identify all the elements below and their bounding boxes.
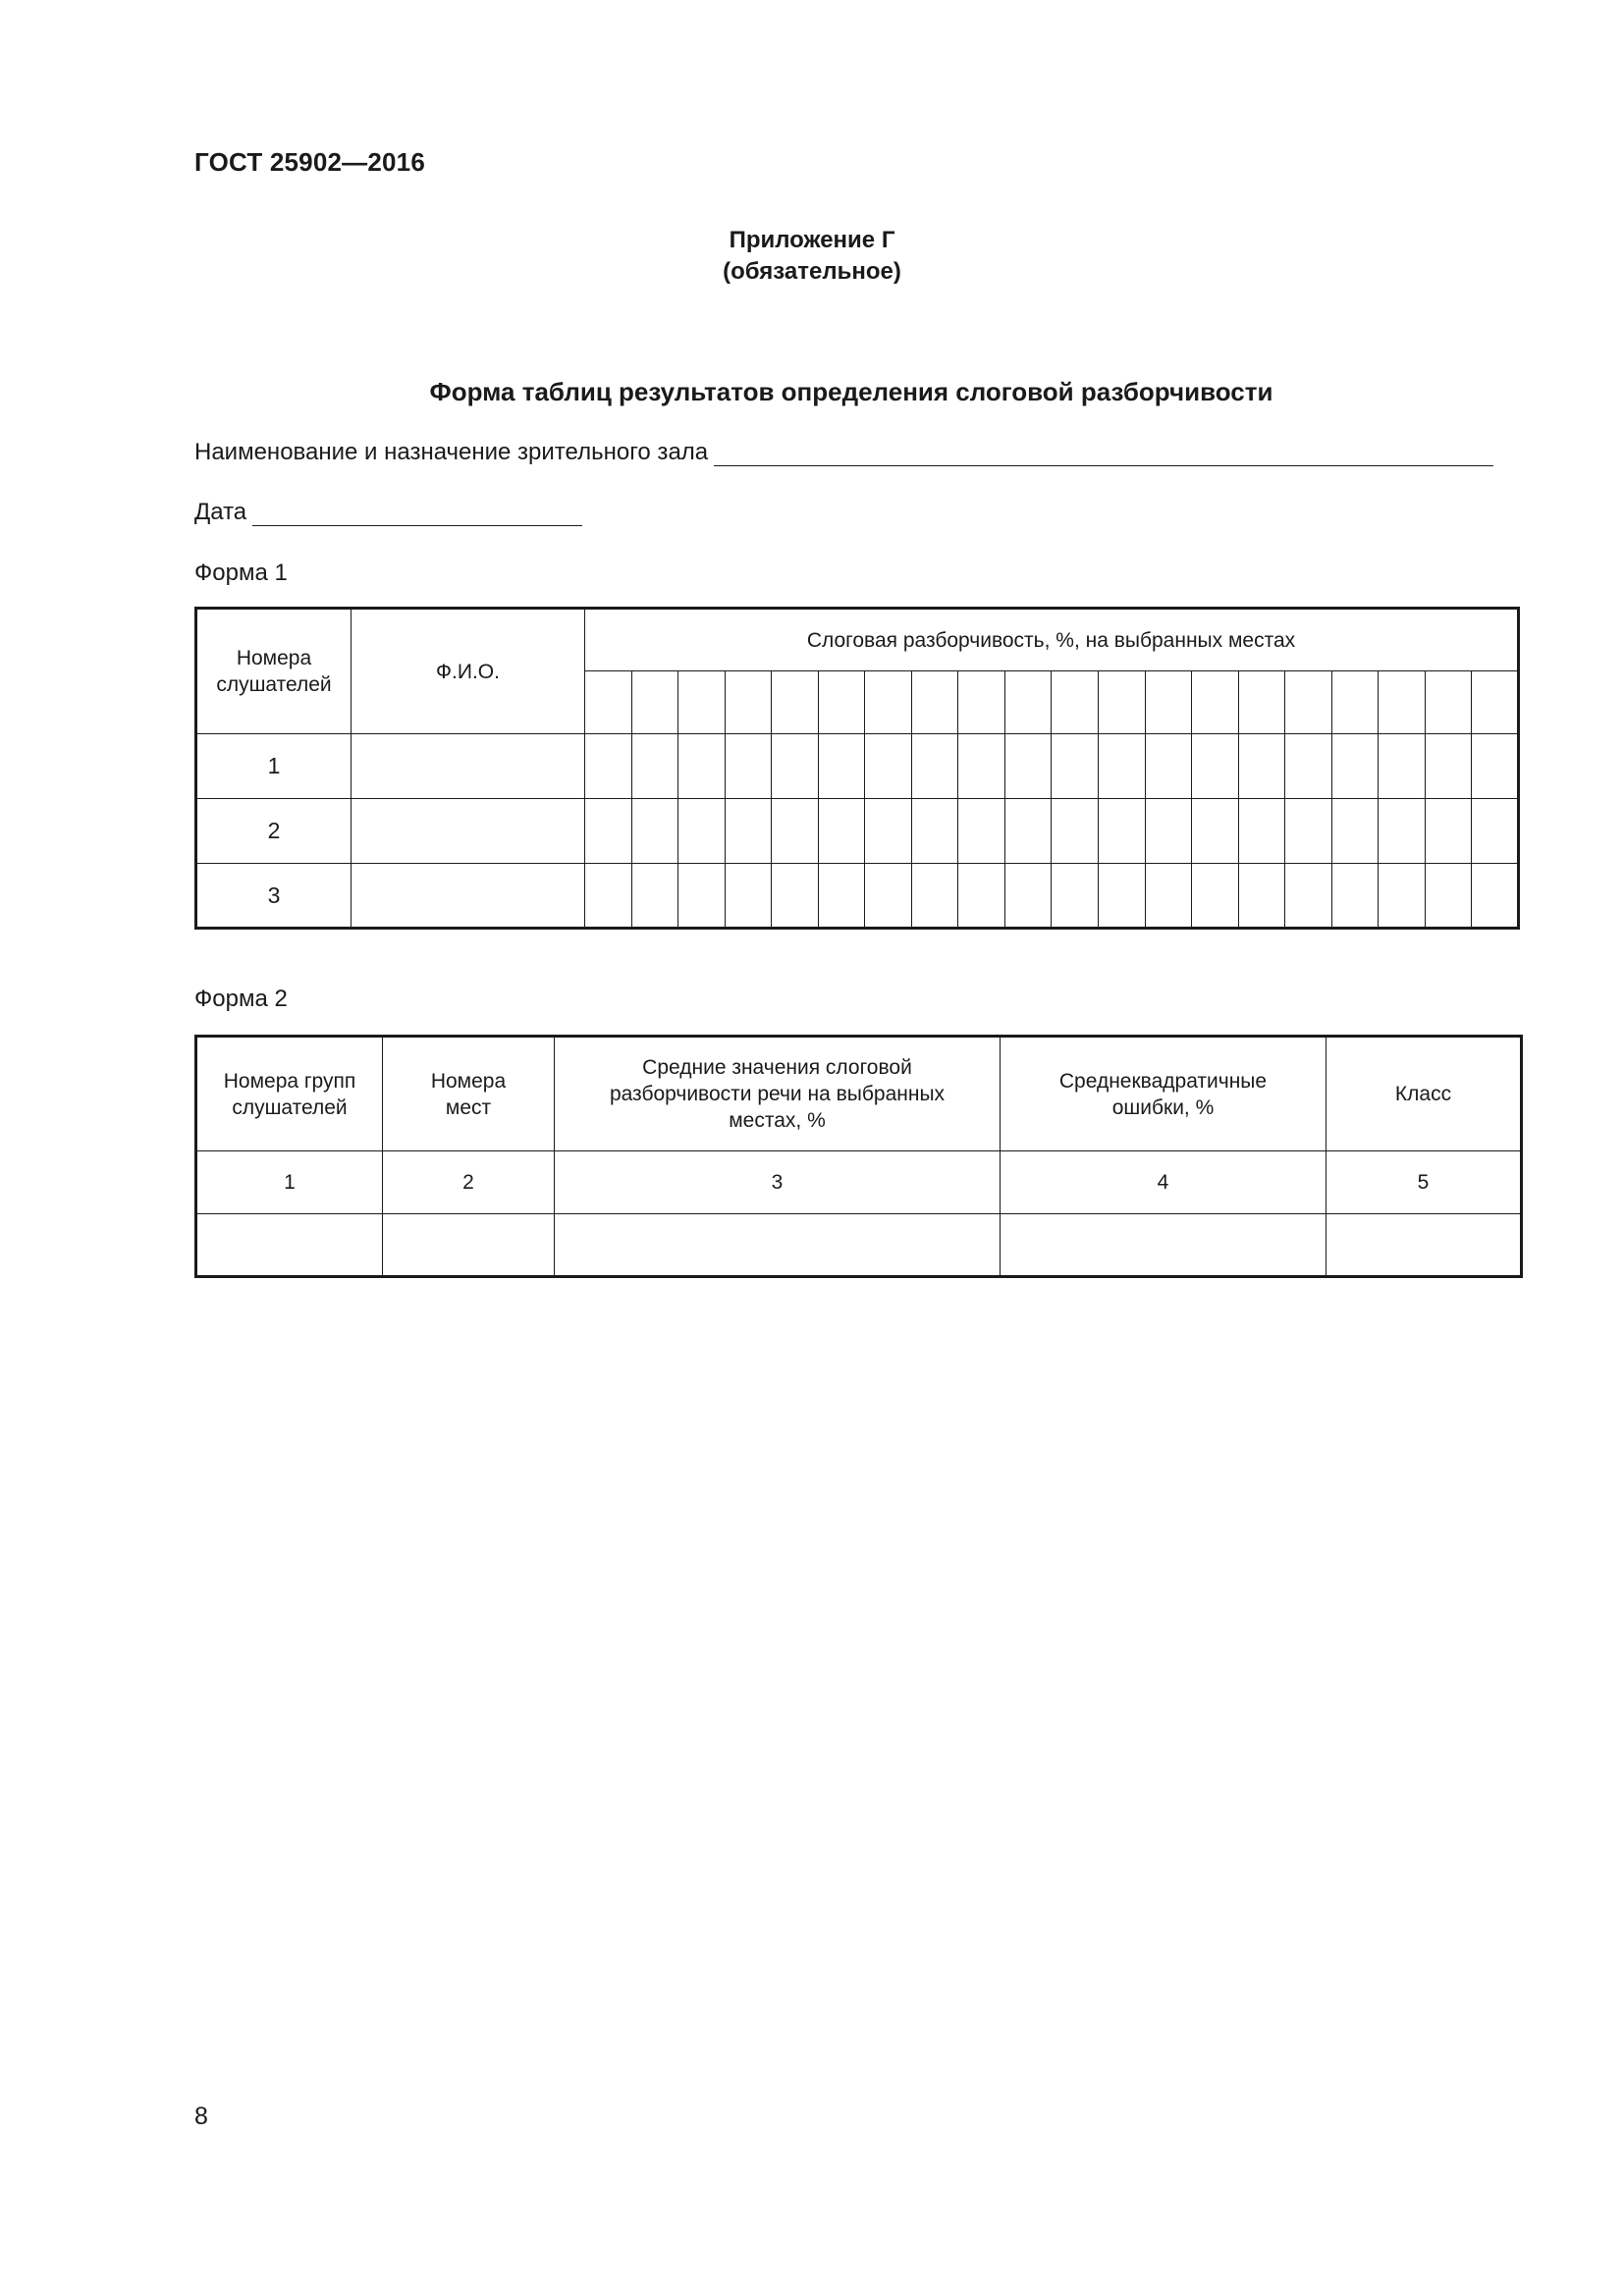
form1-data-cell bbox=[1425, 864, 1472, 929]
form1-subheader-cell bbox=[772, 671, 819, 734]
form1-subheader-cell bbox=[1004, 671, 1052, 734]
form1-data-cell bbox=[1192, 734, 1239, 799]
form1-data-cell bbox=[1052, 799, 1099, 864]
form1-data-cell bbox=[1145, 799, 1192, 864]
form1-data-cell bbox=[1331, 864, 1379, 929]
form1-data-cell bbox=[1238, 864, 1285, 929]
form1-data-cell bbox=[1285, 864, 1332, 929]
form1-data-cell bbox=[1285, 734, 1332, 799]
form1-data-cell bbox=[1004, 799, 1052, 864]
form2-table bbox=[194, 1035, 1523, 1278]
form2-header-seat-numbers: Номера мест bbox=[383, 1037, 555, 1151]
form1-header-row bbox=[196, 609, 1519, 671]
form1-data-cell bbox=[911, 864, 958, 929]
form2-empty-cell bbox=[196, 1214, 383, 1277]
form1-data-cell bbox=[1425, 734, 1472, 799]
form1-subheader-cell bbox=[631, 671, 678, 734]
document-header: ГОСТ 25902—2016 bbox=[194, 147, 425, 177]
form1-data-cell bbox=[1425, 799, 1472, 864]
form2-header-group-numbers: Номера групп слушателей bbox=[196, 1037, 383, 1151]
form1-subheader-cell bbox=[1052, 671, 1099, 734]
form1-header-listeners: Номера слушателей bbox=[196, 609, 352, 734]
appendix-title: Приложение Г bbox=[729, 227, 895, 253]
form2-column-number: 2 bbox=[383, 1151, 555, 1214]
form1-data-cell bbox=[585, 864, 632, 929]
form1-data-cell bbox=[865, 734, 912, 799]
form1-data-cell bbox=[631, 734, 678, 799]
form1-row-number: 2 bbox=[196, 799, 352, 864]
form1-data-cell bbox=[1238, 799, 1285, 864]
form1-subheader-cell bbox=[818, 671, 865, 734]
form1-data-cell bbox=[1145, 734, 1192, 799]
form1-subheader-cell bbox=[1472, 671, 1519, 734]
form1-data-cell bbox=[1192, 799, 1239, 864]
form1-data-cell bbox=[1192, 864, 1239, 929]
form1-row-number: 3 bbox=[196, 864, 352, 929]
form1-data-cell bbox=[585, 734, 632, 799]
form1-data-cell bbox=[678, 864, 726, 929]
form1-data-cell bbox=[1285, 799, 1332, 864]
form1-data-cell bbox=[818, 864, 865, 929]
form1-data-cell bbox=[911, 734, 958, 799]
form1-data-cell bbox=[585, 799, 632, 864]
form1-data-cell bbox=[725, 734, 772, 799]
form1-subheader-cell bbox=[1145, 671, 1192, 734]
form1-header-intelligibility: Слоговая разборчивость, %, на выбранных местах bbox=[585, 609, 1519, 671]
form1-subheader-cell bbox=[958, 671, 1005, 734]
form1-data-cell bbox=[1379, 734, 1426, 799]
appendix-status: (обязательное) bbox=[723, 258, 901, 285]
form1-data-cell bbox=[725, 799, 772, 864]
page-number: 8 bbox=[194, 2103, 208, 2130]
form1-fio-cell bbox=[352, 864, 585, 929]
form1-subheader-cell bbox=[865, 671, 912, 734]
form1-fio-cell bbox=[352, 799, 585, 864]
form1-data-cell bbox=[818, 799, 865, 864]
form1-row-number: 1 bbox=[196, 734, 352, 799]
form1-data-cell bbox=[1238, 734, 1285, 799]
form1-subheader-cell bbox=[1425, 671, 1472, 734]
form1-data-cell bbox=[1052, 734, 1099, 799]
venue-label: Наименование и назначение зрительного зала bbox=[194, 439, 709, 465]
form1-data-cell bbox=[1379, 799, 1426, 864]
form1-subheader-cell bbox=[678, 671, 726, 734]
form2-empty-cell bbox=[1001, 1214, 1326, 1277]
form1-data-cell bbox=[958, 734, 1005, 799]
form1-subheader-cell bbox=[1331, 671, 1379, 734]
form2-header-rms-errors: Среднеквадратичные ошибки, % bbox=[1001, 1037, 1326, 1151]
form1-data-cell bbox=[1472, 734, 1519, 799]
form1-data-cell bbox=[1099, 734, 1146, 799]
form1-data-cell bbox=[1004, 734, 1052, 799]
form1-data-cell bbox=[678, 734, 726, 799]
date-label: Дата bbox=[194, 499, 247, 525]
form1-row bbox=[196, 799, 1519, 864]
form1-data-cell bbox=[818, 734, 865, 799]
form1-subheader-cell bbox=[1238, 671, 1285, 734]
form2-column-number: 1 bbox=[196, 1151, 383, 1214]
form2-column-numbers-row bbox=[196, 1151, 1522, 1214]
form1-data-cell bbox=[1331, 799, 1379, 864]
form1-data-cell bbox=[631, 864, 678, 929]
form2-label: Форма 2 bbox=[194, 986, 288, 1012]
form1-row bbox=[196, 734, 1519, 799]
form2-empty-cell bbox=[1326, 1214, 1522, 1277]
form1-fio-cell bbox=[352, 734, 585, 799]
form1-data-cell bbox=[1099, 864, 1146, 929]
form1-data-cell bbox=[865, 799, 912, 864]
form1-data-cell bbox=[958, 864, 1005, 929]
form2-column-number: 5 bbox=[1326, 1151, 1522, 1214]
form1-label: Форма 1 bbox=[194, 560, 288, 586]
form1-row bbox=[196, 864, 1519, 929]
form1-table bbox=[194, 607, 1520, 930]
venue-blank-line bbox=[714, 444, 1493, 466]
form1-data-cell bbox=[1004, 864, 1052, 929]
form1-data-cell bbox=[631, 799, 678, 864]
date-blank-line bbox=[252, 504, 582, 526]
date-field bbox=[194, 499, 582, 526]
form2-column-number: 3 bbox=[555, 1151, 1001, 1214]
form2-header-class: Класс bbox=[1326, 1037, 1522, 1151]
form1-data-cell bbox=[725, 864, 772, 929]
form1-data-cell bbox=[865, 864, 912, 929]
form1-data-cell bbox=[1472, 864, 1519, 929]
form1-data-cell bbox=[772, 799, 819, 864]
form1-subheader-cell bbox=[725, 671, 772, 734]
form2-empty-cell bbox=[555, 1214, 1001, 1277]
form2-header-mean-intelligibility: Средние значения слоговой разборчивости речи на выбранных местах, % bbox=[555, 1037, 1001, 1151]
form1-data-cell bbox=[772, 734, 819, 799]
form1-header-fio: Ф.И.О. bbox=[352, 609, 585, 734]
form1-data-cell bbox=[772, 864, 819, 929]
form1-data-cell bbox=[958, 799, 1005, 864]
form1-subheader-cell bbox=[1379, 671, 1426, 734]
form2-empty-cell bbox=[383, 1214, 555, 1277]
form1-data-cell bbox=[1099, 799, 1146, 864]
form1-data-cell bbox=[911, 799, 958, 864]
form1-data-cell bbox=[1052, 864, 1099, 929]
form1-data-cell bbox=[1472, 799, 1519, 864]
form1-data-cell bbox=[678, 799, 726, 864]
form1-subheader-cell bbox=[1285, 671, 1332, 734]
form1-data-cell bbox=[1331, 734, 1379, 799]
section-title: Форма таблиц результатов определения слоговой разборчивости bbox=[429, 377, 1273, 406]
form1-subheader-cell bbox=[585, 671, 632, 734]
venue-field bbox=[194, 439, 1493, 466]
form2-column-number: 4 bbox=[1001, 1151, 1326, 1214]
form1-data-cell bbox=[1145, 864, 1192, 929]
form2-empty-row bbox=[196, 1214, 1522, 1277]
form2-header-row bbox=[196, 1037, 1522, 1151]
form1-subheader-cell bbox=[911, 671, 958, 734]
form1-subheader-cell bbox=[1099, 671, 1146, 734]
form1-data-cell bbox=[1379, 864, 1426, 929]
form1-subheader-cell bbox=[1192, 671, 1239, 734]
